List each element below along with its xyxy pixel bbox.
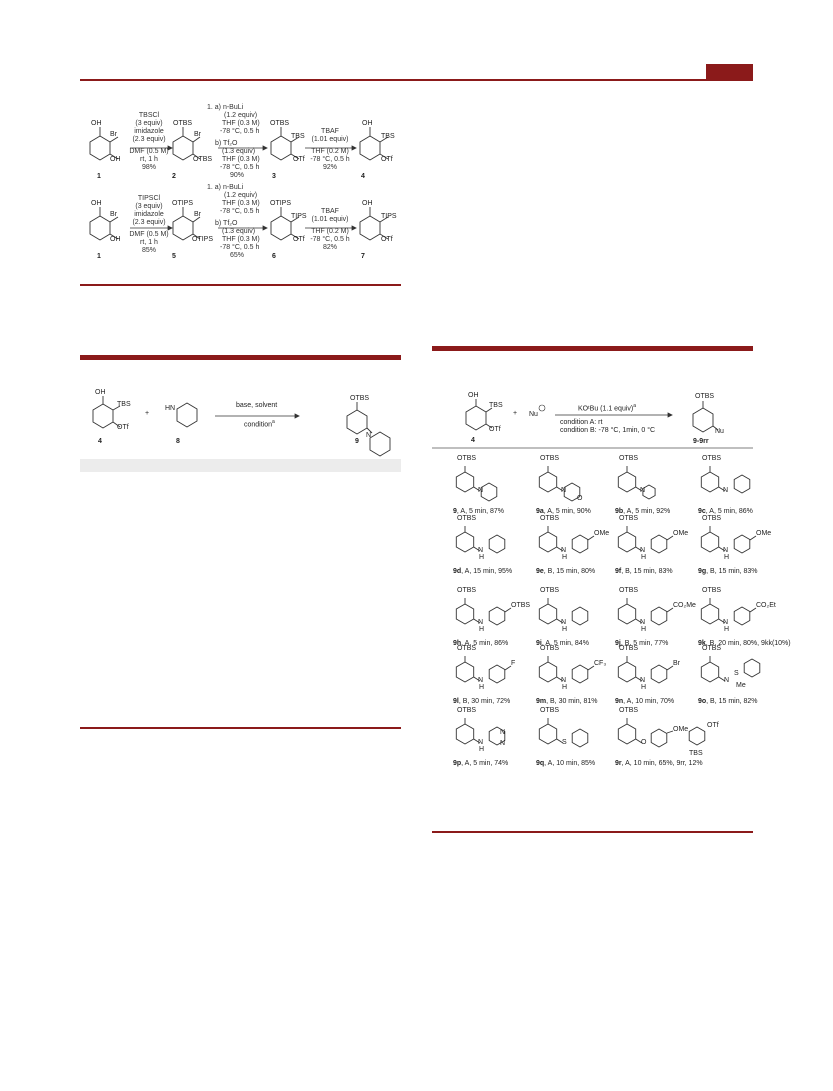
t2-sm-label: 4 xyxy=(471,437,475,444)
s1r1-prod-label: 4 xyxy=(361,173,365,180)
product-caption xyxy=(615,698,674,705)
product-caption xyxy=(453,508,504,515)
product-conditions: , B, 20 min, 80%, 9kk(10%) xyxy=(705,640,791,647)
product-otbs-label: OTBS xyxy=(702,455,722,462)
product-phenyl-ring xyxy=(651,607,667,625)
product-nh-label: H xyxy=(479,684,485,691)
product-aryl-ring xyxy=(456,662,473,682)
product-caption xyxy=(453,698,510,705)
t1-sm-oh: OH xyxy=(95,389,106,396)
product-aryl-ring xyxy=(618,662,635,682)
t2-sm-oh: OH xyxy=(468,392,479,399)
product-otbs-label: OTBS xyxy=(540,645,560,652)
s1r1-int1-otbs2: OTBS xyxy=(193,156,213,163)
product-9rr-tbs: TBS xyxy=(689,750,703,757)
product-conditions: , A, 10 min, 85% xyxy=(544,760,596,767)
t1-sm-otf: OTf xyxy=(117,424,129,431)
product-nh-label: H xyxy=(641,554,647,561)
s1r1-step1-line: TBSCl xyxy=(138,112,160,119)
s1r2-step2-line: -78 °C, 0.5 h xyxy=(220,244,260,251)
s1r2-step2-line: THF (0.3 M) xyxy=(222,236,260,243)
product-otbs-label: OTBS xyxy=(619,515,639,522)
product-conditions: , A, 5 min, 86% xyxy=(705,508,753,515)
s1r1-step2-line: THF (0.3 M) xyxy=(222,156,260,163)
s1r1-step1-line: imidazole xyxy=(134,128,164,135)
s1r1-step3-line: 92% xyxy=(322,164,337,171)
s1r1-step3-line: -78 °C, 0.5 h xyxy=(310,156,350,163)
product-n-label: N xyxy=(478,739,484,746)
product-phenyl-ring xyxy=(489,607,505,625)
product-nh-label: H xyxy=(724,554,730,561)
s1r2-sm-label: 1 xyxy=(97,253,101,260)
s1r2-step2-line: 65% xyxy=(230,252,245,259)
product-linker-label: O xyxy=(641,739,647,746)
product-id: 9d xyxy=(453,568,462,575)
s1r1-step2-line: b) Tf₂O xyxy=(215,140,238,147)
product-tail-label: CO₂Me xyxy=(673,602,696,609)
s1r2-step3-line: TBAF xyxy=(321,208,339,215)
product-caption xyxy=(536,760,595,767)
s1r2-step2-line: (1.3 equiv) xyxy=(222,228,256,235)
s1r2-step2-line: -78 °C, 0.5 h xyxy=(220,208,260,215)
t1-arrow-bottom-text: condition xyxy=(244,421,273,429)
product-n-label: N xyxy=(724,677,730,684)
product-caption xyxy=(536,568,595,575)
product-aryl-ring xyxy=(539,724,556,744)
s1r1-step1-line: (2.3 equiv) xyxy=(132,136,166,143)
product-id: 9h xyxy=(453,640,462,647)
product-otbs-label: OTBS xyxy=(457,455,477,462)
s1r2-step1-line: rt, 1 h xyxy=(140,239,158,246)
product-conditions: , B, 15 min, 83% xyxy=(706,568,758,575)
t1-amine-label: 8 xyxy=(176,438,180,445)
s1r1-sm-br: Br xyxy=(110,131,117,138)
product-n-label: N xyxy=(500,729,506,736)
product-phenyl-ring xyxy=(572,665,588,683)
s1r2-step1-line: (2.3 equiv) xyxy=(132,219,166,226)
s1r2-prod-otf: OTf xyxy=(381,236,393,243)
t2-sm-otf: OTf xyxy=(489,426,501,433)
s1r1-sm-oh2: OH xyxy=(110,156,121,163)
product-n-label: N xyxy=(500,740,506,747)
s1r2-step2-line: (1.2 equiv) xyxy=(224,192,258,199)
t1-arrow-bottom-sup: a xyxy=(272,419,275,425)
s1r1-int1-br: Br xyxy=(194,131,201,138)
s1r1-prod-oh: OH xyxy=(362,120,373,127)
product-nh-label: H xyxy=(724,626,730,633)
product-otbs-label: OTBS xyxy=(619,707,639,714)
product-conditions: , B, 15 min, 82% xyxy=(706,698,758,705)
product-aryl-ring xyxy=(618,472,635,492)
product-conditions: , A, 5 min, 92% xyxy=(623,508,671,515)
product-id: 9g xyxy=(698,568,707,575)
t1-amine-nh: HN xyxy=(165,405,176,412)
s1r2-int2-otips: OTIPS xyxy=(270,200,292,207)
s1r2-int2-tips: TIPS xyxy=(291,213,307,220)
product-aryl-ring xyxy=(539,604,556,624)
product-conditions: , A, 10 min, 70% xyxy=(623,698,675,705)
product-aryl-ring xyxy=(539,472,556,492)
product-nh-label: H xyxy=(479,746,485,753)
product-phenyl-ring xyxy=(489,535,505,553)
product-conditions: , A, 5 min, 86% xyxy=(461,640,509,647)
product-caption xyxy=(698,698,758,705)
product-nh-label: H xyxy=(641,626,647,633)
s1r1-step3-line: TBAF xyxy=(321,128,339,135)
product-s-label: S xyxy=(734,670,739,677)
product-n-label: N xyxy=(561,677,567,684)
product-id: 9q xyxy=(536,760,545,767)
product-phenyl-ring xyxy=(572,535,588,553)
product-nh-label: H xyxy=(562,684,568,691)
product-caption xyxy=(615,760,703,767)
product-aryl-ring xyxy=(701,532,718,552)
product-linker-label: S xyxy=(562,739,567,746)
s1r2-int1-label: 5 xyxy=(172,253,176,260)
product-id: 9p xyxy=(453,760,462,767)
t2-prod-label: 9-9rr xyxy=(693,438,709,445)
product-phenyl-ring xyxy=(651,729,667,747)
s1r1-step1-line: DMF (0.5 M) xyxy=(129,148,169,155)
s1r2-step3-line: 82% xyxy=(322,244,337,251)
product-otbs-label: OTBS xyxy=(619,587,639,594)
t1-sm-label: 4 xyxy=(98,438,102,445)
s1r1-sm-oh: OH xyxy=(91,120,102,127)
product-conditions: , B, 15 min, 83% xyxy=(621,568,673,575)
product-otbs-label: OTBS xyxy=(457,515,477,522)
s1r1-int2-tbs: TBS xyxy=(291,133,305,140)
product-conditions: , A, 5 min, 90% xyxy=(543,508,591,515)
s1r2-int1-otips: OTIPS xyxy=(172,200,194,207)
product-phenyl-ring xyxy=(734,535,750,553)
product-9rr-ring xyxy=(689,727,705,745)
product-n-label: N xyxy=(640,487,646,494)
t1-prod-n: N xyxy=(366,432,372,439)
t2-plus: + xyxy=(513,410,518,417)
product-otbs-label: OTBS xyxy=(457,707,477,714)
product-id: 9o xyxy=(698,698,707,705)
product-id: 9f xyxy=(615,568,622,575)
s1r1-step2-line: (1.2 equiv) xyxy=(224,112,258,119)
t1-prod-otbs: OTBS xyxy=(350,395,370,402)
product-conditions: , B, 30 min, 72% xyxy=(458,698,511,705)
product-phenyl-ring xyxy=(744,659,760,677)
product-phenyl-ring xyxy=(651,665,667,683)
s1r1-int2-label: 3 xyxy=(272,173,276,180)
product-aryl-ring xyxy=(701,604,718,624)
product-n-label: N xyxy=(723,487,729,494)
t1-sm-tbs: TBS xyxy=(117,401,131,408)
s1r1-prod-tbs: TBS xyxy=(381,133,395,140)
product-id: 9k xyxy=(698,640,706,647)
product-9rr-otf: OTf xyxy=(707,722,719,729)
product-n-label: N xyxy=(723,547,729,554)
product-caption xyxy=(615,568,673,575)
t2-sm-tbs: TBS xyxy=(489,402,503,409)
product-aryl-ring xyxy=(456,532,473,552)
t2-cond-a: condition A: rt xyxy=(560,419,603,426)
product-aryl-ring xyxy=(456,724,473,744)
s1r1-sm-label: 1 xyxy=(97,173,101,180)
product-phenyl-ring xyxy=(572,607,588,625)
product-id: 9r xyxy=(615,760,622,767)
s1r2-int1-otips2: OTIPS xyxy=(192,236,214,243)
s1r2-int2-label: 6 xyxy=(272,253,276,260)
t2-arrow-top-text: KOᵗBu (1.1 equiv) xyxy=(578,405,634,413)
product-phenyl-ring xyxy=(651,535,667,553)
t1-plus: + xyxy=(145,410,150,417)
s1r1-step2-line: 1. a) n-BuLi xyxy=(207,104,244,111)
product-conditions: , A, 5 min, 84% xyxy=(541,640,589,647)
product-caption xyxy=(615,508,670,515)
t2-nu: Nu xyxy=(529,411,538,418)
s1r2-step1-line: 85% xyxy=(141,247,156,254)
s1r2-step1-line: (3 equiv) xyxy=(135,203,163,210)
s1r2-sm-oh: OH xyxy=(91,200,102,207)
s1r2-step3-line: (1.01 equiv) xyxy=(311,216,349,223)
product-aryl-ring xyxy=(539,532,556,552)
product-n-label: N xyxy=(640,547,646,554)
product-conditions: , B, 15 min, 80% xyxy=(543,568,596,575)
s1r2-prod-oh: OH xyxy=(362,200,373,207)
product-otbs-label: OTBS xyxy=(619,645,639,652)
product-amine-ring xyxy=(481,483,497,501)
s1r1-int1-otbs: OTBS xyxy=(173,120,193,127)
product-tail-label: OTBS xyxy=(511,602,531,609)
product-tail-label: OMe xyxy=(756,530,772,537)
s1r1-step2-line: 90% xyxy=(230,172,245,179)
product-id: 9j xyxy=(615,640,621,647)
product-caption xyxy=(536,508,591,515)
s1r2-step2-line: b) Tf₂O xyxy=(215,220,238,227)
product-aryl-ring xyxy=(456,604,473,624)
product-n-label: N xyxy=(478,677,484,684)
product-nh-label: H xyxy=(641,684,647,691)
product-tail-label: OMe xyxy=(594,530,610,537)
s1r1-step1-line: rt, 1 h xyxy=(140,156,158,163)
product-nh-label: H xyxy=(479,626,485,633)
product-ome-label: OMe xyxy=(673,726,689,733)
s1r2-step3-line: -78 °C, 0.5 h xyxy=(310,236,350,243)
product-otbs-label: OTBS xyxy=(540,455,560,462)
t2-prod-otbs: OTBS xyxy=(695,393,715,400)
product-otbs-label: OTBS xyxy=(702,645,722,652)
product-id: 9m xyxy=(536,698,547,705)
product-phenyl-ring xyxy=(572,729,588,747)
product-phenyl-ring xyxy=(734,607,750,625)
s1r1-step2-line: (1.3 equiv) xyxy=(222,148,256,155)
product-otbs-label: OTBS xyxy=(702,515,722,522)
product-aryl-ring xyxy=(618,604,635,624)
product-n-label: N xyxy=(640,677,646,684)
product-otbs-label: OTBS xyxy=(619,455,639,462)
t2-cond-b: condition B: -78 °C, 1min, 0 °C xyxy=(560,427,656,434)
product-id: 9l xyxy=(453,698,459,705)
s1r2-step3-line: THF (0.2 M) xyxy=(311,228,349,235)
s1r1-step3-line: (1.01 equiv) xyxy=(311,136,349,143)
s1r1-step3-line: THF (0.2 M) xyxy=(311,148,349,155)
product-tail-label: OMe xyxy=(673,530,689,537)
product-conditions: , A, 5 min, 87% xyxy=(456,508,504,515)
product-phenyl-ring xyxy=(489,665,505,683)
s1r1-int1-label: 2 xyxy=(172,173,176,180)
product-otbs-label: OTBS xyxy=(457,645,477,652)
t2-arrow-top-sup: a xyxy=(633,403,637,409)
s1r2-int2-otf: OTf xyxy=(293,236,305,243)
product-phenyl-ring xyxy=(734,475,750,493)
product-id: 9c xyxy=(698,508,706,515)
product-aryl-ring xyxy=(618,532,635,552)
s1r1-step1-line: (3 equiv) xyxy=(135,120,163,127)
product-n-label: N xyxy=(561,547,567,554)
product-id: 9e xyxy=(536,568,544,575)
s1r1-step2-line: THF (0.3 M) xyxy=(222,120,260,127)
product-caption xyxy=(453,760,508,767)
product-conditions: , B, 5 min, 77% xyxy=(620,640,669,647)
product-tail-label: CO₂Et xyxy=(756,602,776,609)
product-n-label: N xyxy=(640,619,646,626)
product-tail-label: CF₃ xyxy=(594,660,607,667)
product-n-label: N xyxy=(478,547,484,554)
s1r1-step2-line: -78 °C, 0.5 h xyxy=(220,164,260,171)
t1-prod-label: 9 xyxy=(355,438,359,445)
product-tail-label: F xyxy=(511,660,516,667)
product-o-label: O xyxy=(577,495,583,502)
s1r2-step1-line: DMF (0.5 M) xyxy=(129,231,169,238)
product-caption xyxy=(536,698,597,705)
t2-prod-nu: Nu xyxy=(715,428,724,435)
product-id: 9 xyxy=(453,508,457,515)
product-conditions: , B, 30 min, 81% xyxy=(546,698,598,705)
product-nh-label: H xyxy=(562,626,568,633)
s1r1-step2-line: -78 °C, 0.5 h xyxy=(220,128,260,135)
product-conditions: , A, 10 min, 65%, 9rr, 12% xyxy=(621,760,703,767)
table-2-bottom-rule xyxy=(432,831,753,833)
s1r2-prod-tips: TIPS xyxy=(381,213,397,220)
t1-arrow-top: base, solvent xyxy=(236,402,278,409)
product-id: 9a xyxy=(536,508,544,515)
product-caption xyxy=(453,568,512,575)
product-otbs-label: OTBS xyxy=(702,587,722,594)
product-conditions: , A, 15 min, 95% xyxy=(461,568,513,575)
s1r2-sm-br: Br xyxy=(110,211,117,218)
s1r1-step1-line: 98% xyxy=(141,164,156,171)
product-id: 9i xyxy=(536,640,542,647)
s1r2-int1-br: Br xyxy=(194,211,201,218)
s1r2-step2-line: 1. a) n-BuLi xyxy=(207,184,244,191)
product-caption xyxy=(698,568,758,575)
product-n-label: N xyxy=(561,619,567,626)
product-conditions: , A, 5 min, 74% xyxy=(461,760,509,767)
s1r2-step1-line: imidazole xyxy=(134,211,164,218)
product-n-label: N xyxy=(478,487,484,494)
s1r1-int2-otf: OTf xyxy=(293,156,305,163)
product-aryl-ring xyxy=(618,724,635,744)
product-otbs-label: OTBS xyxy=(457,587,477,594)
s1r1-prod-otf: OTf xyxy=(381,156,393,163)
product-nh-label: H xyxy=(562,554,568,561)
product-otbs-label: OTBS xyxy=(540,707,560,714)
product-otbs-label: OTBS xyxy=(540,515,560,522)
product-tail-label: Br xyxy=(673,660,680,667)
product-aryl-ring xyxy=(539,662,556,682)
product-id: 9n xyxy=(615,698,624,705)
s1r2-step1-line: TIPSCl xyxy=(137,195,161,202)
s1r1-int2-otbs: OTBS xyxy=(270,120,290,127)
product-me-label: Me xyxy=(736,682,746,689)
product-n-label: N xyxy=(478,619,484,626)
product-nh-label: H xyxy=(479,554,485,561)
s1r2-sm-oh2: OH xyxy=(110,236,121,243)
product-n-label: N xyxy=(561,487,567,494)
product-id: 9b xyxy=(615,508,624,515)
s1r2-step2-line: THF (0.3 M) xyxy=(222,200,260,207)
s1r2-prod-label: 7 xyxy=(361,253,365,260)
product-aryl-ring xyxy=(701,662,718,682)
product-aryl-ring xyxy=(701,472,718,492)
product-caption xyxy=(698,508,753,515)
product-n-label: N xyxy=(723,619,729,626)
product-aryl-ring xyxy=(456,472,473,492)
product-otbs-label: OTBS xyxy=(540,587,560,594)
